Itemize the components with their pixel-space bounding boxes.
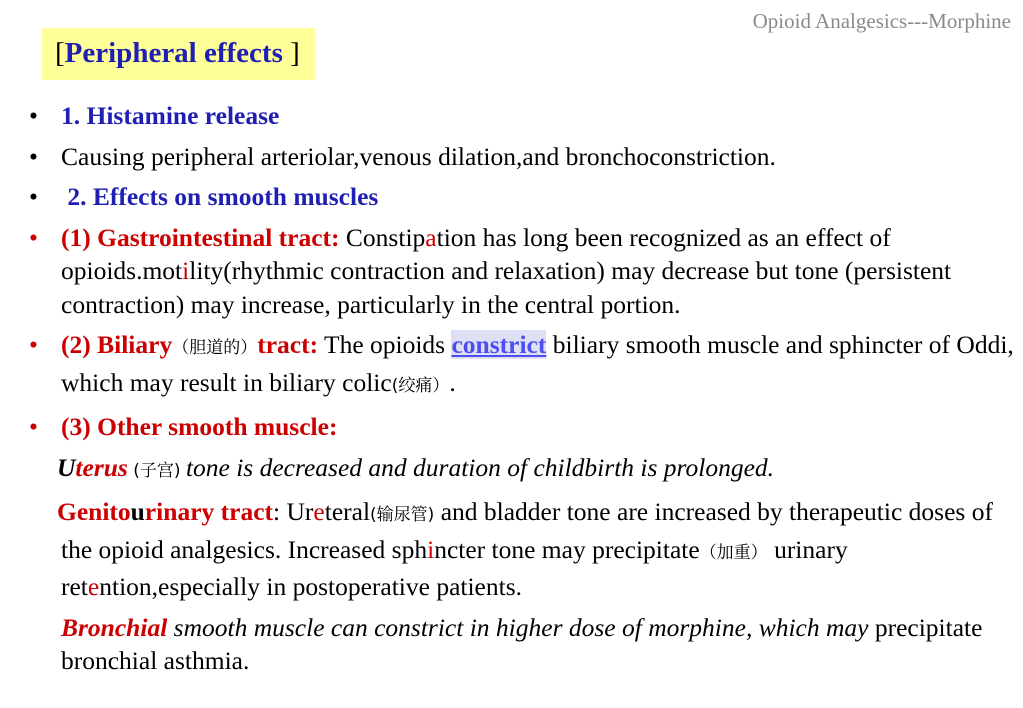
- biliary-text-3: .: [449, 367, 456, 397]
- biliary-heading-1: (2) Biliary: [61, 330, 173, 359]
- bullet-other-smooth-muscle: [25, 410, 1015, 444]
- genito-text-1: Ur: [280, 497, 314, 526]
- bronchial-italic-text: smooth muscle can constrict in higher dose of morphine, which may: [167, 612, 869, 642]
- genito-text-6: ntion,especially in postoperative patients.: [99, 572, 523, 601]
- bullet-icon: •: [29, 182, 38, 211]
- bullet-icon: •: [29, 330, 38, 359]
- gi-heading: (1) Gastrointestinal tract:: [61, 222, 340, 252]
- genito-colon: :: [273, 497, 281, 526]
- bullet-icon: •: [29, 222, 38, 252]
- genito-red-letter-2: i: [427, 534, 435, 564]
- genito-red-letter-3: e: [87, 572, 100, 601]
- uterus-text: tone is decreased and duration of childbirth is prolonged.: [185, 452, 775, 482]
- genito-heading-3: rinary tract: [144, 497, 274, 526]
- bronchial-heading: Bronchial: [61, 612, 168, 642]
- constrict-link[interactable]: constrict: [451, 330, 547, 359]
- gi-red-letter-1: a: [425, 222, 437, 252]
- uterus-paragraph: [25, 451, 1015, 489]
- peripheral-dilation-text: Causing peripheral arteriolar,venous dilation,and bronchoconstriction.: [61, 141, 776, 171]
- gi-text-3: lity(rhythmic contraction and relaxation) may decrease but tone (persistent contraction) may increase, particularly in the central portion.: [61, 256, 952, 319]
- uterus-cn-note: (子宫): [127, 460, 186, 481]
- biliary-text-2: biliary smooth muscle and sphincter of Oddi, which may result in biliary colic: [61, 330, 1014, 397]
- genito-heading-1: Genito: [57, 497, 131, 526]
- bullet-icon: •: [29, 141, 38, 171]
- genito-red-letter-1: e: [313, 497, 325, 526]
- genito-text-4: ncter tone may precipitate: [434, 534, 700, 564]
- bullet-biliary: [25, 328, 1015, 403]
- genito-text-5: urinary ret: [61, 534, 848, 601]
- bullet-gastrointestinal: [25, 221, 1015, 322]
- precipitate-cn-note: （加重）: [699, 542, 768, 563]
- slide-header-tag: Opioid Analgesics---Morphine: [752, 9, 1011, 33]
- slide-title: [42, 28, 315, 80]
- bullet-histamine: [25, 99, 1015, 133]
- genito-text-3: and bladder tone are increased by therapeutic doses of the opioid analgesics. Increased sph: [61, 497, 993, 564]
- title-text: Peripheral effects: [64, 37, 283, 69]
- bullet-peripheral-dilation: [25, 140, 1015, 174]
- genito-text-2: teral: [324, 497, 371, 526]
- bullet-smooth-muscles: [25, 180, 1015, 214]
- bullet-icon: •: [29, 412, 38, 441]
- genitourinary-paragraph: [25, 495, 1015, 604]
- biliary-heading-2: tract:: [257, 330, 319, 359]
- biliary-cn-note: （胆道的）: [172, 338, 258, 358]
- other-smooth-muscle-heading: (3) Other smooth muscle:: [61, 412, 338, 441]
- title-open-bracket: [: [55, 37, 65, 69]
- smooth-muscles-heading: 2. Effects on smooth muscles: [61, 182, 379, 211]
- bronchial-text: precipitate bronchial asthmia.: [61, 612, 983, 675]
- uterus-initial: U: [57, 452, 76, 482]
- gi-text-2: tion has long been recognized as an effect of opioids.mot: [61, 222, 891, 285]
- ureteral-cn-note: (输尿管): [370, 505, 435, 525]
- slide-content: [25, 99, 1015, 685]
- histamine-heading: 1. Histamine release: [61, 101, 280, 130]
- uterus-heading: terus: [75, 452, 128, 482]
- gi-text-1: Constip: [339, 222, 426, 252]
- title-close-bracket: ]: [282, 37, 300, 69]
- gi-red-letter-2: i: [182, 256, 190, 285]
- colic-cn-note: (绞痛）: [391, 375, 450, 396]
- bronchial-paragraph: [25, 611, 1015, 678]
- biliary-text-1: The opioids: [318, 330, 452, 359]
- bullet-icon: •: [29, 101, 38, 130]
- genito-heading-2: u: [130, 497, 145, 526]
